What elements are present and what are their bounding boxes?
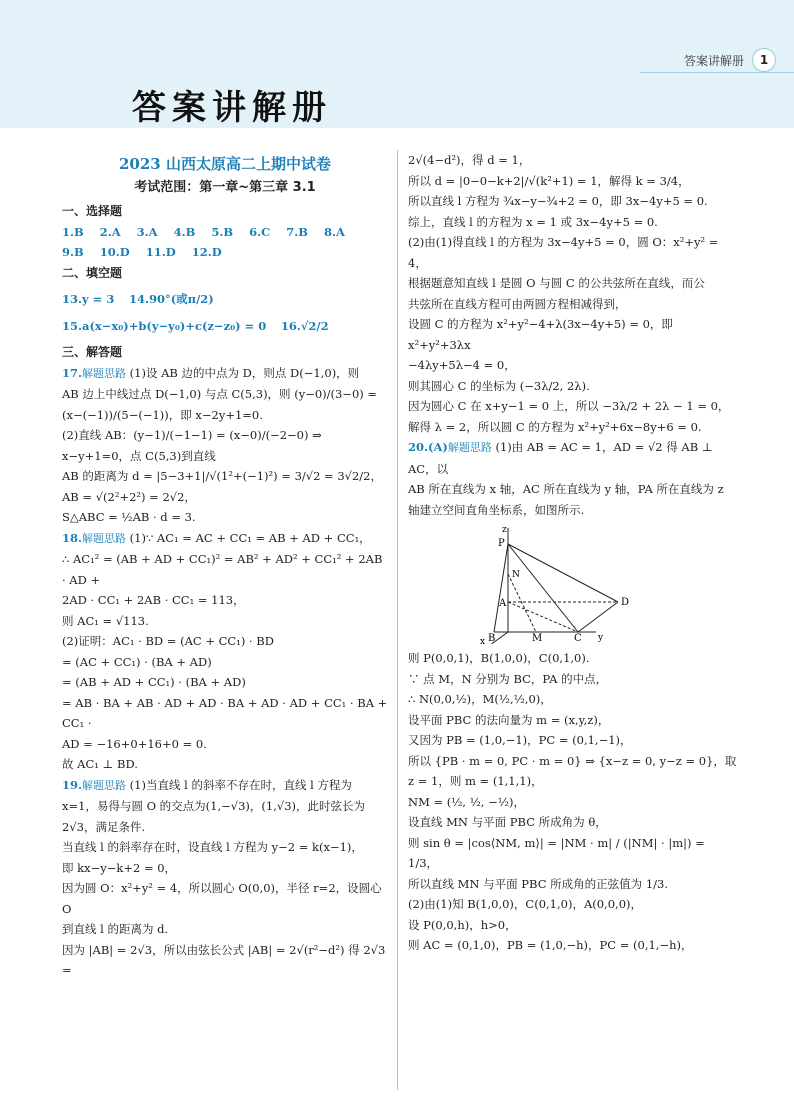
question-number: 17. xyxy=(62,365,83,380)
solution-line xyxy=(62,940,388,981)
line-text: ∴ N(0,0,½)，M(½,½,0)， xyxy=(408,692,552,706)
choice-answer: 7.B xyxy=(286,224,308,239)
choice-answers-row-1 xyxy=(62,222,388,243)
label-x: x xyxy=(480,637,486,644)
solution-line xyxy=(62,466,388,487)
line-text: 则 AC₁ = √113. xyxy=(62,613,149,628)
label-z: z xyxy=(502,525,507,535)
answer-15: 15.a(x−x₀)+b(y−y₀)+c(z−z₀) = 0 xyxy=(62,318,267,333)
choice-answer: 6.C xyxy=(249,224,271,239)
line-text: 则 sin θ = |cos⟨NM, m⟩| = |NM · m| / (|NM| · |m|) = 1/3， xyxy=(408,835,705,870)
solution-line xyxy=(408,417,738,438)
choice-answer: 1.B xyxy=(62,224,84,239)
line-text: 设 P(0,0,h)，h>0， xyxy=(408,917,517,932)
solution-line xyxy=(408,689,738,710)
header-page-info xyxy=(684,48,776,72)
hint-label: 解题思路 xyxy=(82,778,127,792)
label-P: P xyxy=(498,538,505,549)
line-text: 轴建立空间直角坐标系，如图所示. xyxy=(408,502,585,517)
pyramid-figure xyxy=(478,524,638,644)
choice-answer: 10.D xyxy=(99,245,130,259)
solution-line xyxy=(62,384,388,405)
answer-14: 14.90°(或π/2) xyxy=(128,292,214,306)
choice-answer: 3.A xyxy=(136,224,158,239)
answer-13: 13.y = 3 xyxy=(62,292,115,306)
line-text: 所以 {PB · m = 0, PC · m = 0} ⇒ {x−z = 0, y−z = 0}，取 z = 1，则 m = (1,1,1)， xyxy=(408,753,737,788)
book-title: 答案讲解册 xyxy=(132,88,332,128)
solution-line xyxy=(62,817,388,838)
line-text: 共弦所在直线方程可由两圆方程相减得到， xyxy=(408,296,627,311)
solution-line xyxy=(408,669,738,690)
section-fill: 二、填空题 xyxy=(62,265,123,280)
choice-answer: 8.A xyxy=(323,224,345,239)
line-text: x=1，易得与圆 O 的交点为(1,−√3)，(1,√3)，此时弦长为 xyxy=(62,799,365,813)
line-text: 到直线 l 的距离为 d. xyxy=(62,922,169,936)
line-text: (2)由(1)知 B(1,0,0)，C(0,1,0)，A(0,0,0)， xyxy=(408,897,642,911)
line-text: 根据题意知直线 l 是圆 O 与圆 C 的公共弦所在直线，而公 xyxy=(408,276,705,290)
solution-line xyxy=(408,273,738,294)
solution-line xyxy=(62,425,388,466)
page-number: 1 xyxy=(752,48,776,72)
label-M: M xyxy=(532,633,543,644)
solution-line xyxy=(62,672,388,693)
solution-line xyxy=(408,396,738,417)
line-text: = AB · BA + AB · AD + AD · BA + AD · AD + CC₁ · BA + CC₁ · xyxy=(62,695,388,730)
line-text: 设平面 PBC 的法向量为 m = (x,y,z)， xyxy=(408,712,610,727)
line-text: 又因为 PB = (1,0,−1)，PC = (0,1,−1)， xyxy=(408,733,632,747)
line-text: 2AD · CC₁ + 2AB · CC₁ = 113， xyxy=(62,593,245,607)
right-column xyxy=(408,150,738,956)
solution-line xyxy=(62,590,388,611)
solution-line xyxy=(408,171,738,192)
solution-line xyxy=(408,191,738,212)
line-text: 解得 λ = 2，所以圆 C 的方程为 x²+y²+6x−8y+6 = 0. xyxy=(408,419,702,434)
line-text: AB 所在直线为 x 轴，AC 所在直线为 y 轴，PA 所在直线为 z xyxy=(408,482,724,496)
solution-line xyxy=(408,500,738,521)
line-text: (2)由(1)得直线 l 的方程为 3x−4y+5 = 0，圆 O：x²+y² = 4， xyxy=(408,235,719,270)
solution-line xyxy=(62,693,388,734)
line-text: ∵ 点 M，N 分别为 BC，PA 的中点， xyxy=(408,671,608,686)
choice-answer: 4.B xyxy=(173,224,196,239)
solution-line xyxy=(408,479,738,500)
line-text: 当直线 l 的斜率存在时，设直线 l 方程为 y−2 = k(x−1)， xyxy=(62,840,363,854)
choice-answers-row-2 xyxy=(62,242,388,263)
question-number: 19. xyxy=(62,777,83,792)
label-N: N xyxy=(512,570,520,580)
line-text: (1)当直线 l 的斜率不存在时，直线 l 方程为 xyxy=(126,777,352,792)
solution-line xyxy=(408,874,738,895)
question-number: 18. xyxy=(62,530,83,545)
label-A: A xyxy=(499,598,507,609)
header-rule xyxy=(640,72,794,73)
line-text: = (AC + CC₁) · (BA + AD) xyxy=(62,654,212,669)
line-text: 因为圆 O：x²+y² = 4，所以圆心 O(0,0)，半径 r=2，设圆心 O xyxy=(62,881,382,916)
solution-line xyxy=(408,294,738,315)
solution-line xyxy=(408,894,738,915)
answer-16: 16.√2/2 xyxy=(280,318,329,333)
solution-line xyxy=(408,150,738,171)
line-text: 所以直线 MN 与平面 PBC 所成角的正弦值为 1/3. xyxy=(408,876,668,891)
line-text: 设直线 MN 与平面 PBC 所成角为 θ， xyxy=(408,815,607,829)
line-text: AD = −16+0+16+0 = 0. xyxy=(62,736,207,751)
solution-line xyxy=(408,314,738,355)
line-text: AB 的距离为 d = |5−3+1|/√(1²+(−1)²) = 3/√2 = 3√2/2， xyxy=(62,469,383,483)
solution-line xyxy=(408,212,738,233)
label-y: y xyxy=(598,633,604,643)
line-text: (1)由 AB = AC = 1，AD = √2 得 AB ⊥ AC，以 xyxy=(408,440,713,476)
line-text: S△ABC = ½AB · d = 3. xyxy=(62,510,196,524)
solution-line xyxy=(62,363,388,385)
solutions-right-bottom xyxy=(408,648,738,956)
solution-line xyxy=(62,631,388,652)
line-text: NM = (½, ½, −½)， xyxy=(408,794,525,809)
solution-line xyxy=(408,792,738,813)
choice-answer: 5.B xyxy=(211,224,234,239)
line-text: (1)设 AB 边的中点为 D，则点 D(−1,0)，则 xyxy=(126,365,360,380)
solution-line xyxy=(408,648,738,669)
solution-line xyxy=(408,355,738,376)
exam-range: 考试范围：第一章~第三章 3.1 xyxy=(134,179,316,195)
solution-line xyxy=(62,405,388,426)
line-text: 所以直线 l 方程为 ¾x−y−¾+2 = 0，即 3x−4y+5 = 0. xyxy=(408,194,708,208)
choice-answer: 11.D xyxy=(145,245,176,259)
solution-line xyxy=(62,754,388,775)
line-text: 综上，直线 l 的方程为 x = 1 或 3x−4y+5 = 0. xyxy=(408,214,658,229)
line-text: −4λy+5λ−4 = 0， xyxy=(408,358,516,372)
choice-answer: 12.D xyxy=(191,245,222,259)
solution-line xyxy=(62,878,388,919)
section-choice: 一、选择题 xyxy=(62,204,123,218)
line-text: 即 kx−y−k+2 = 0， xyxy=(62,860,177,875)
line-text: AB = √(2²+2²) = 2√2， xyxy=(62,489,196,504)
line-text: 则 AC = (0,1,0)，PB = (1,0,−h)，PC = (0,1,−h)， xyxy=(408,938,693,952)
line-text: (2)证明：AC₁ · BD = (AC + CC₁) · BD xyxy=(62,634,274,648)
solution-line xyxy=(408,751,738,792)
solution-line xyxy=(408,437,738,479)
column-divider xyxy=(397,150,398,1090)
hint-label: 解题思路 xyxy=(82,531,127,545)
book-label: 答案讲解册 xyxy=(683,53,744,68)
line-text: 则 P(0,0,1)，B(1,0,0)，C(0,1,0). xyxy=(408,651,590,665)
line-text: 则其圆心 C 的坐标为 (−3λ/2, 2λ). xyxy=(408,378,590,393)
solutions-left xyxy=(62,363,388,981)
line-text: 所以 d = |0−0−k+2|/√(k²+1) = 1，解得 k = 3/4， xyxy=(408,173,690,188)
solution-line xyxy=(408,915,738,936)
fill-answers-1 xyxy=(62,289,388,310)
solution-line xyxy=(62,549,388,590)
question-variant: (A) xyxy=(428,440,448,454)
solution-line xyxy=(62,837,388,858)
solution-line xyxy=(408,376,738,397)
choice-answer: 9.B xyxy=(62,245,84,259)
line-text: (2)直线 AB：(y−1)/(−1−1) = (x−0)/(−2−0) ⇒ x−y+1=0，点 C(5,3)到直线 xyxy=(62,428,322,463)
solutions-right-top xyxy=(408,150,738,520)
line-text: 因为圆心 C 在 x+y−1 = 0 上，所以 −3λ/2 + 2λ − 1 = 0， xyxy=(408,399,730,413)
section-solve: 三、解答题 xyxy=(62,345,123,359)
solution-line xyxy=(62,775,388,797)
solution-line xyxy=(62,734,388,755)
line-text: 设圆 C 的方程为 x²+y²−4+λ(3x−4y+5) = 0，即 x²+y²+3λx xyxy=(408,317,673,352)
question-number: 20. xyxy=(408,440,429,454)
line-text: (x−(−1))/(5−(−1))，即 x−2y+1=0. xyxy=(62,407,263,422)
exam-title: 2023 山西太原高二上期中试卷 xyxy=(119,155,331,173)
line-text: = (AB + AD + CC₁) · (BA + AD) xyxy=(62,675,246,689)
solution-line xyxy=(408,730,738,751)
solution-line xyxy=(62,487,388,508)
line-text: 故 AC₁ ⊥ BD. xyxy=(62,757,138,771)
solution-line xyxy=(408,935,738,956)
line-text: 2√(4−d²)，得 d = 1， xyxy=(408,153,531,167)
solution-line xyxy=(408,812,738,833)
solution-line xyxy=(62,858,388,879)
label-B: B xyxy=(488,633,496,644)
hint-label: 解题思路 xyxy=(447,441,492,454)
hint-label: 解题思路 xyxy=(82,366,127,380)
solution-line xyxy=(408,232,738,273)
label-D: D xyxy=(621,597,630,608)
solution-line xyxy=(62,652,388,673)
line-text: ∴ AC₁² = (AB + AD + CC₁)² = AB² + AD² + CC₁² + 2AB · AD + xyxy=(62,552,383,587)
line-text: 因为 |AB| = 2√3，所以由弦长公式 |AB| = 2√(r²−d²) 得 2√3 = xyxy=(62,942,386,977)
label-C: C xyxy=(574,633,582,644)
solution-line xyxy=(62,507,388,528)
solution-line xyxy=(62,796,388,817)
solution-line xyxy=(62,919,388,940)
solution-line xyxy=(62,528,388,550)
solution-line xyxy=(408,833,738,874)
left-column xyxy=(62,150,388,981)
solution-line xyxy=(62,611,388,632)
page-header xyxy=(0,0,794,128)
line-text: 2√3，满足条件. xyxy=(62,819,146,834)
fill-answers-2 xyxy=(62,316,388,337)
line-text: (1)∵ AC₁ = AC + CC₁ = AB + AD + CC₁， xyxy=(126,530,371,545)
solution-line xyxy=(408,710,738,731)
choice-answer: 2.A xyxy=(99,224,121,239)
line-text: AB 边上中线过点 D(−1,0) 与点 C(5,3)，则 (y−0)/(3−0) = xyxy=(62,387,378,401)
